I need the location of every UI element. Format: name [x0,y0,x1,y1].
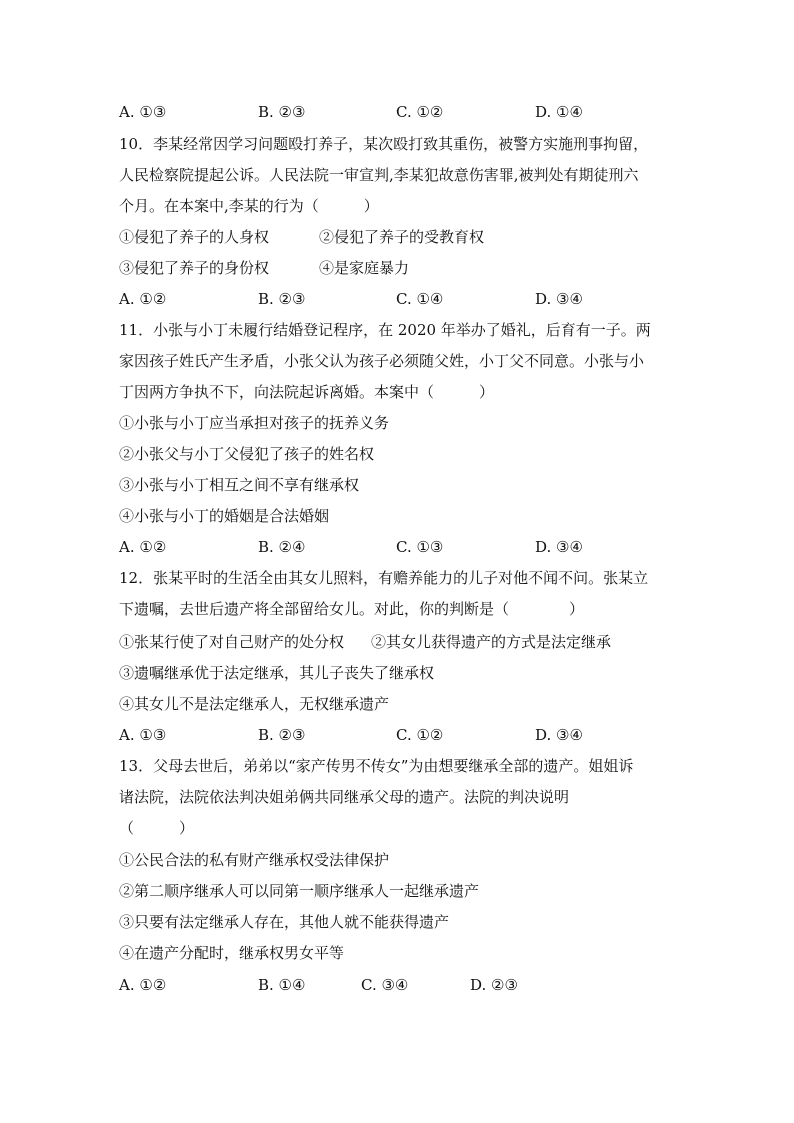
q11-statement-3: ③小张与小丁相互之间不享有继承权 [119,476,360,494]
q9-option-c: C. ①② [396,103,444,121]
q11-stem-line-2: 家因孩子姓氏产生矛盾，小张父认为孩子必须随父姓，小丁父不同意。小张与小 [119,352,645,370]
q11-option-a: A. ①② [119,538,167,556]
q12-option-d: D. ③④ [535,726,583,744]
q12-statement-1: ①张某行使了对自己财产的处分权 [119,633,345,651]
q11-stem-line-1: 11．小张与小丁未履行结婚登记程序，在 2020 年举办了婚礼，后育有一子。两 [119,321,651,339]
q10-stem-line-1: 10．李某经常因学习问题殴打养子，某次殴打致其重伤，被警方实施刑事拘留， [119,135,649,153]
q9-option-a: A. ①③ [119,103,167,121]
q10-statement-2: ②侵犯了养子的受教育权 [319,228,485,246]
q11-option-c: C. ①③ [396,538,444,556]
q10-statement-1: ①侵犯了养子的人身权 [119,228,270,246]
q12-stem-line-1: 12．张某平时的生活全由其女儿照料，有赡养能力的儿子对他不闻不问。张某立 [119,569,649,587]
q13-option-c: C. ③④ [361,976,409,994]
q12-option-b: B. ②③ [258,726,306,744]
q10-statement-4: ④是家庭暴力 [319,259,410,277]
q10-stem-line-2: 人民检察院提起公诉。人民法院一审宣判,李某犯故意伤害罪,被判处有期徒刑六 [119,166,639,184]
q13-stem-line-2: 诸法院，法院依法判决姐弟俩共同继承父母的遗产。法院的判决说明 [119,788,570,806]
q12-statement-3: ③遗嘱继承优于法定继承，其儿子丧失了继承权 [119,664,435,682]
q10-option-d: D. ③④ [535,290,583,308]
q12-stem-line-2: 下遗嘱，去世后遗产将全部留给女儿。对此，你的判断是（ ） [119,600,585,618]
q10-stem-line-3: 个月。在本案中,李某的行为（ ） [119,197,379,215]
q13-statement-1: ①公民合法的私有财产继承权受法律保护 [119,851,390,869]
q10-option-b: B. ②③ [258,290,306,308]
q13-statement-3: ③只要有法定继承人存在，其他人就不能获得遗产 [119,913,450,931]
q12-option-c: C. ①② [396,726,444,744]
q12-statement-4: ④其女儿不是法定继承人，无权继承遗产 [119,695,390,713]
q10-option-c: C. ①④ [396,290,444,308]
q12-option-a: A. ①③ [119,726,167,744]
q11-statement-2: ②小张父与小丁父侵犯了孩子的姓名权 [119,445,375,463]
q11-option-d: D. ③④ [535,538,583,556]
q13-stem-line-3: （ ） [119,819,195,837]
q9-option-d: D. ①④ [535,103,583,121]
q10-statement-3: ③侵犯了养子的身份权 [119,259,270,277]
q12-statement-2: ②其女儿获得遗产的方式是法定继承 [371,633,612,651]
q11-statement-1: ①小张与小丁应当承担对孩子的抚养义务 [119,414,390,432]
q11-stem-line-3: 丁因两方争执不下，向法院起诉离婚。本案中（ ） [119,383,495,401]
q11-statement-4: ④小张与小丁的婚姻是合法婚姻 [119,507,330,525]
q13-statement-2: ②第二顺序继承人可以同第一顺序继承人一起继承遗产 [119,882,480,900]
q13-option-a: A. ①② [119,976,167,994]
q10-option-a: A. ①② [119,290,167,308]
q13-option-b: B. ①④ [258,976,306,994]
q13-option-d: D. ②③ [470,976,518,994]
q13-stem-line-1: 13．父母去世后，弟弟以“家产传男不传女”为由想要继承全部的遗产。姐姐诉 [119,757,634,775]
q13-statement-4: ④在遗产分配时，继承权男女平等 [119,944,345,962]
q9-option-b: B. ②③ [258,103,306,121]
q11-option-b: B. ②④ [258,538,306,556]
